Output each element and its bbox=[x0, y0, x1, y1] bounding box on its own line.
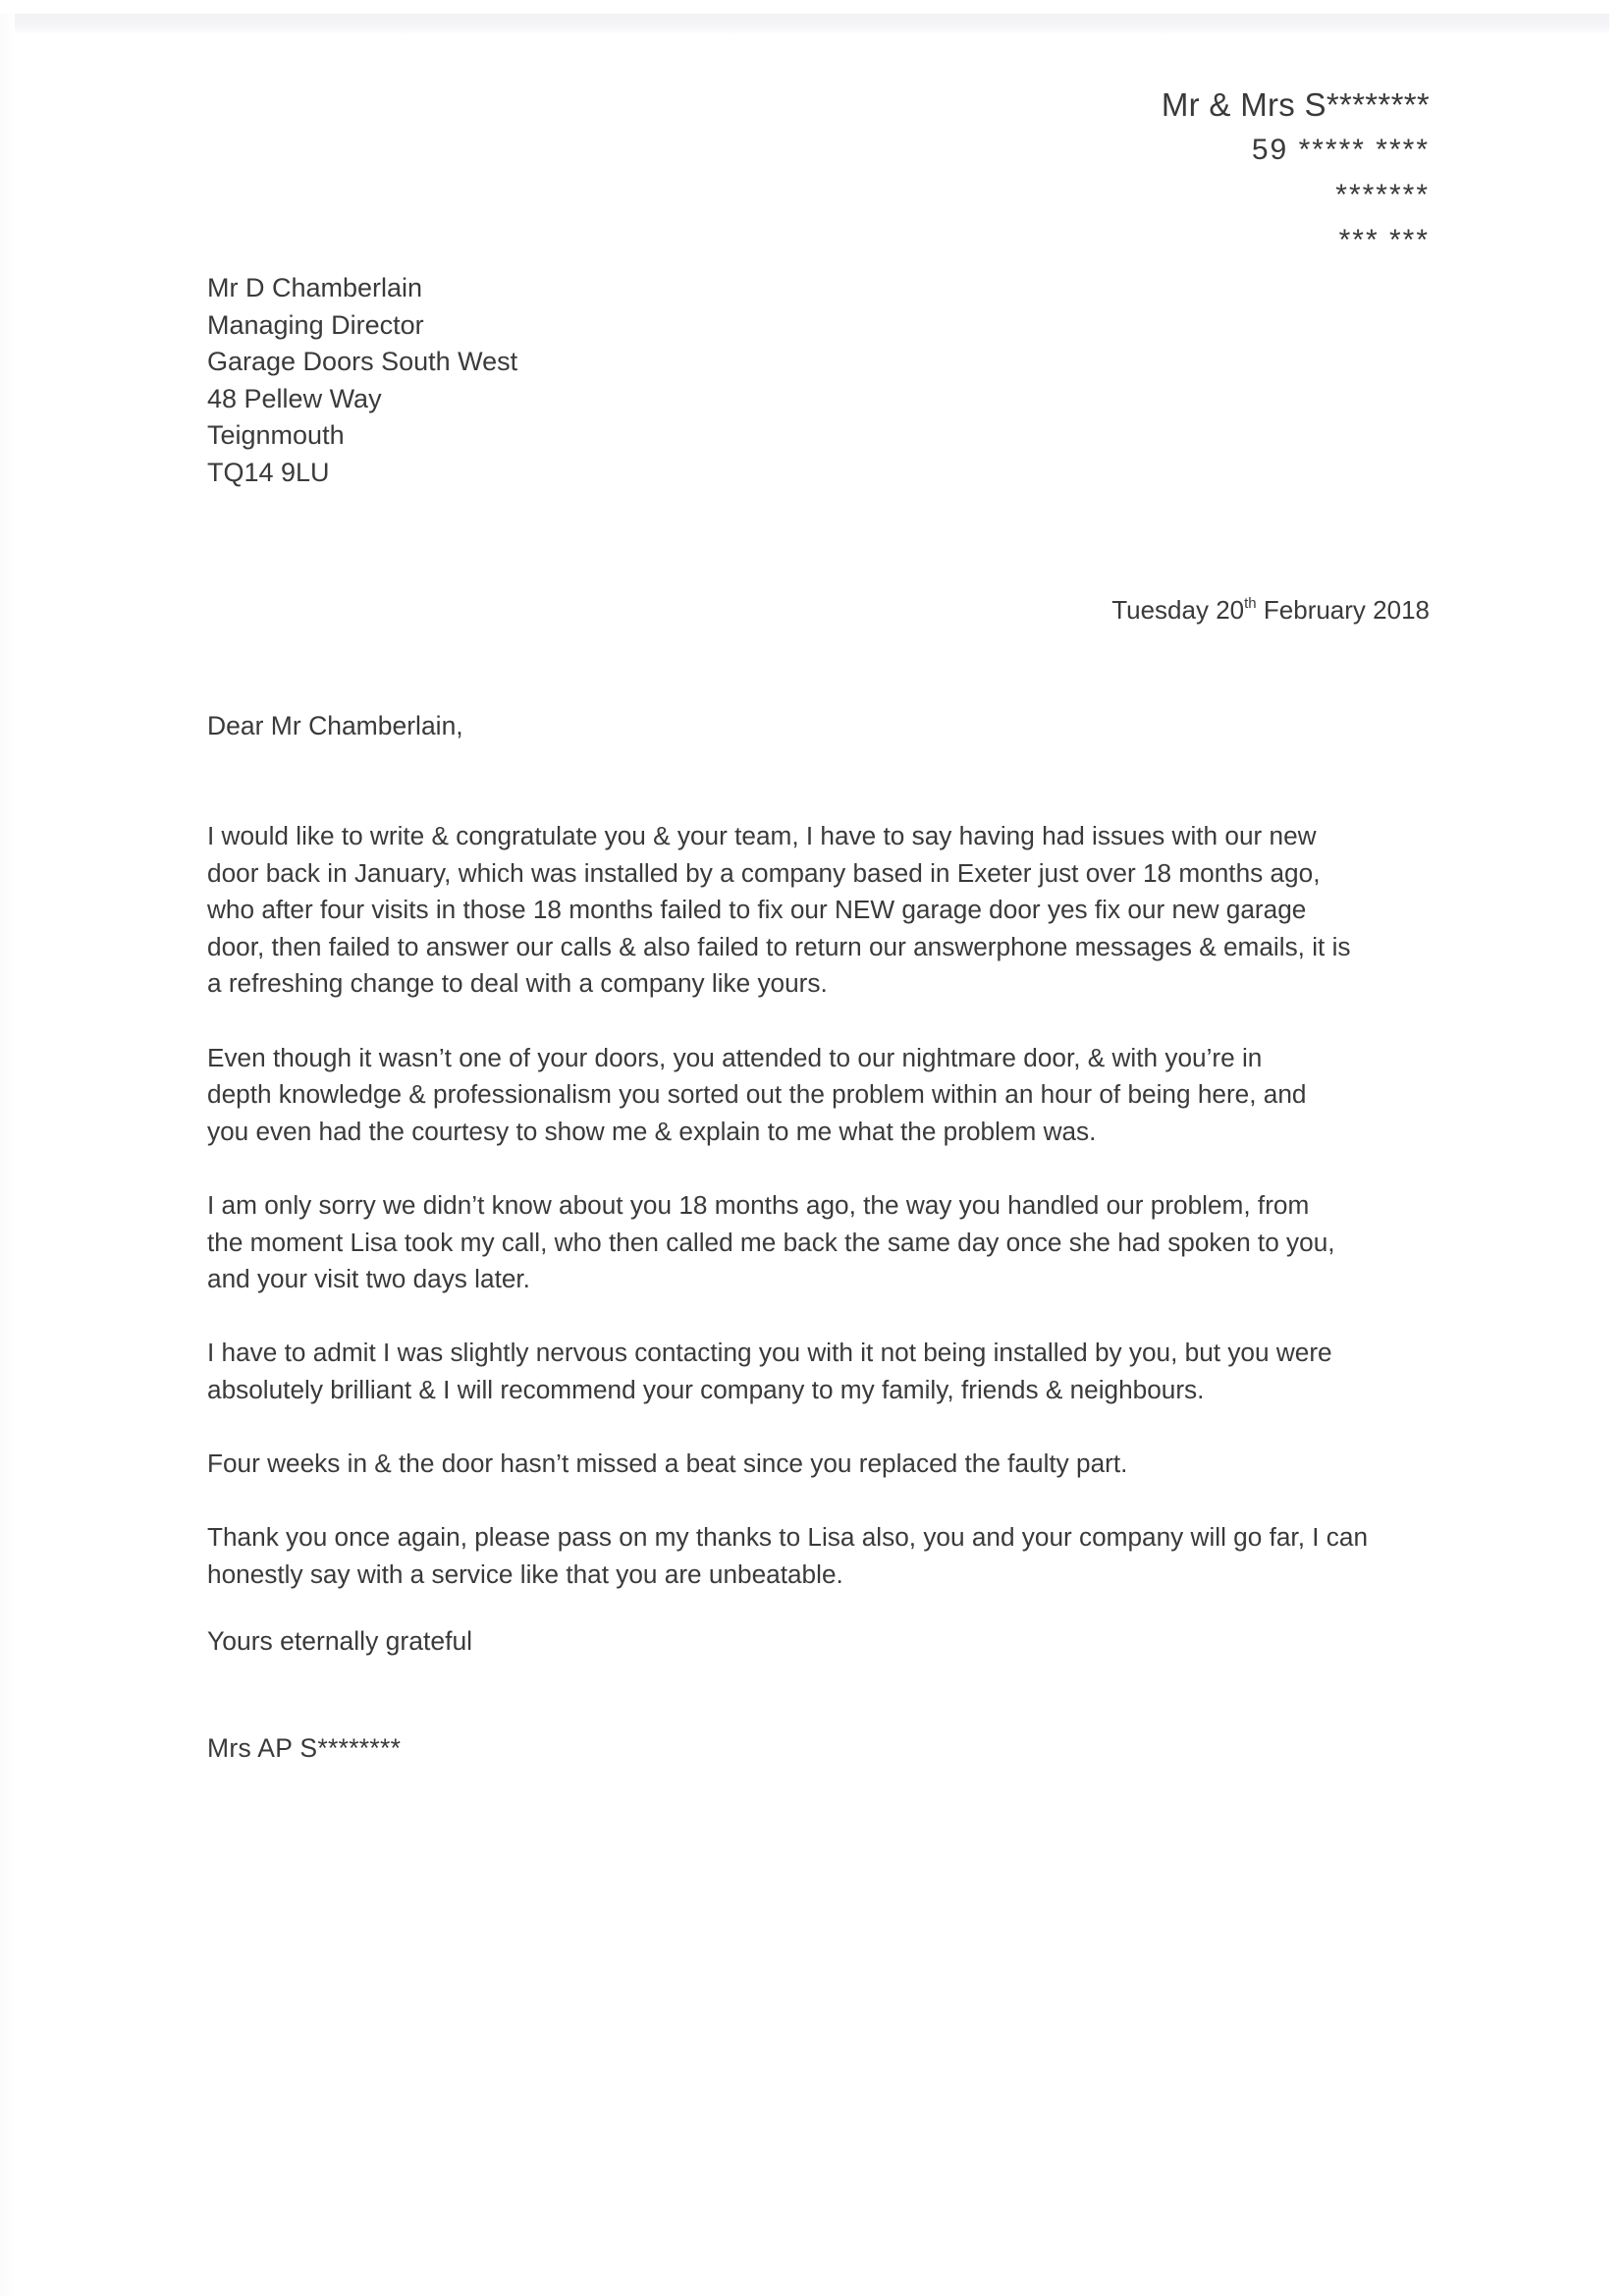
recipient-title: Managing Director bbox=[207, 309, 424, 340]
letter-date bbox=[1111, 595, 1430, 626]
paragraph-line: who after four visits in those 18 months failed to fix our NEW garage door yes fix our new garage bbox=[207, 895, 1307, 925]
recipient-postcode: TQ14 9LU bbox=[207, 457, 330, 487]
recipient-address-block bbox=[207, 270, 517, 492]
body-paragraph bbox=[207, 1040, 1435, 1151]
paragraph-line: I am only sorry we didn’t know about you 18 months ago, the way you handled our problem, from bbox=[207, 1189, 1310, 1220]
paragraph-line: Four weeks in & the door hasn’t missed a beat since you replaced the faulty part. bbox=[207, 1449, 1128, 1479]
paragraph-line: Thank you once again, please pass on my thanks to Lisa also, you and your company will go far, I can bbox=[207, 1522, 1369, 1553]
sender-address-line: ******* bbox=[1335, 179, 1430, 211]
body-paragraph bbox=[207, 1519, 1435, 1593]
paragraph-line: Even though it wasn’t one of your doors, you attended to our nightmare door, & with you’re in bbox=[207, 1042, 1263, 1072]
paragraph-line: door back in January, which was installed by a company based in Exeter just over 18 months ago, bbox=[207, 857, 1321, 888]
body-paragraph bbox=[207, 1446, 1435, 1483]
recipient-street: 48 Pellew Way bbox=[207, 383, 382, 413]
date-month-year: February 2018 bbox=[1263, 595, 1430, 625]
letter-body bbox=[207, 818, 1435, 1630]
paragraph-line: I have to admit I was slightly nervous contacting you with it not being installed by you, but you were bbox=[207, 1338, 1332, 1368]
sender-address-line: *** *** bbox=[1338, 224, 1430, 256]
paragraph-line: absolutely brilliant & I will recommend your company to my family, friends & neighbours. bbox=[207, 1374, 1205, 1404]
body-paragraph bbox=[207, 1335, 1435, 1408]
body-paragraph bbox=[207, 1187, 1435, 1298]
body-paragraph bbox=[207, 818, 1435, 1003]
paragraph-line: you even had the courtesy to show me & explain to me what the problem was. bbox=[207, 1116, 1097, 1146]
sender-address-line: 59 ***** **** bbox=[1251, 134, 1430, 166]
paragraph-line: the moment Lisa took my call, who then called me back the same day once she had spoken to you, bbox=[207, 1227, 1335, 1257]
paragraph-line: honestly say with a service like that you are unbeatable. bbox=[207, 1558, 843, 1589]
paragraph-line: a refreshing change to deal with a company like yours. bbox=[207, 968, 828, 999]
date-weekday: Tuesday bbox=[1111, 595, 1209, 625]
signature: Mrs AP S******** bbox=[207, 1733, 402, 1763]
paragraph-line: and your visit two days later. bbox=[207, 1264, 530, 1294]
paragraph-line: I would like to write & congratulate you & your team, I have to say having had issues with our new bbox=[207, 821, 1317, 850]
date-day: 20th bbox=[1216, 595, 1257, 625]
date-day-suffix: th bbox=[1244, 595, 1257, 612]
recipient-name: Mr D Chamberlain bbox=[207, 273, 423, 302]
paragraph-line: door, then failed to answer our calls & also failed to return our answerphone messages & emails, it is bbox=[207, 931, 1351, 961]
sender-address-block bbox=[1162, 82, 1430, 263]
recipient-company: Garage Doors South West bbox=[207, 347, 518, 377]
salutation: Dear Mr Chamberlain, bbox=[207, 711, 463, 740]
paragraph-line: depth knowledge & professionalism you sorted out the problem within an hour of being here, and bbox=[207, 1079, 1307, 1110]
closing: Yours eternally grateful bbox=[207, 1626, 473, 1656]
recipient-town: Teignmouth bbox=[207, 420, 345, 451]
sender-name: Mr & Mrs S******** bbox=[1161, 86, 1430, 123]
